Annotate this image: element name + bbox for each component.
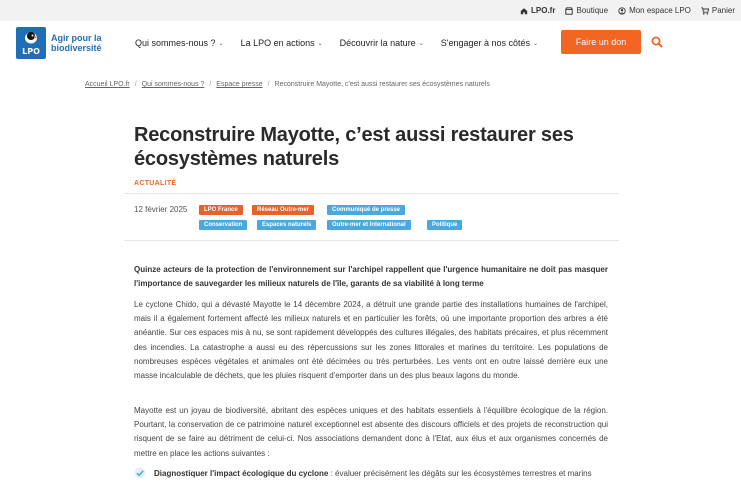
chevron-down-icon: ⌄	[317, 40, 323, 47]
breadcrumb-link-espace-presse[interactable]: Espace presse	[216, 81, 263, 88]
user-icon	[618, 7, 626, 15]
topbar-link-label: Boutique	[576, 6, 609, 15]
nav-item-decouvrir-nature[interactable]	[340, 38, 424, 48]
breadcrumb-current: Reconstruire Mayotte, c'est aussi restaurer ses écosystèmes naturels	[274, 81, 490, 88]
article-paragraph: Le cyclone Chido, qui a dévasté Mayotte le 14 décembre 2024, a détruit une grande partie des installations humaines de l'archipel, mais il a également fortement affecté les milieux naturels et en particulier les forêts, où une importante proportion des arbres a été anéantie. Sur ces espaces mis à nu, se sont rapidement développés des cultures illégales, des habitats précaires, et plus récemment des incendies. La catastrophe a aussi eu des répercussions sur les zones littorales et marines du territoire. Les populations de nombreuses espèces végétales et animales ont été décimées ou très perturbées. Les vents ont en outre laissé derrière eux une masse incalculable de déchets, que les pluies risquent d'emporter dans un des plus beaux lagons du monde.	[134, 300, 608, 381]
tag-espaces-naturels[interactable]: Espaces naturels	[257, 220, 316, 230]
nav-item-label: Qui sommes-nous ?	[135, 38, 216, 48]
breadcrumb-separator: /	[209, 81, 212, 88]
list-item-rest: : évaluer précisément les dégâts sur les écosystèmes terrestres et marins	[328, 469, 592, 478]
chevron-down-icon: ⌄	[418, 40, 424, 47]
list-item-text	[154, 467, 592, 481]
topbar-link-cart[interactable]	[701, 6, 735, 15]
main-nav	[135, 38, 555, 48]
chevron-down-icon: ⌄	[218, 40, 224, 47]
topbar-link-boutique[interactable]	[565, 6, 608, 15]
nav-item-qui-sommes-nous[interactable]	[135, 38, 224, 48]
tag-reseau-outre-mer[interactable]: Réseau Outre-mer	[252, 205, 314, 215]
main-header	[0, 21, 741, 65]
cart-icon	[701, 7, 709, 15]
utility-bar	[0, 0, 741, 21]
article-title: Reconstruire Mayotte, c’est aussi restaurer ses écosystèmes naturels	[134, 124, 574, 170]
tag-communique-presse[interactable]: Communiqué de presse	[327, 205, 405, 215]
divider	[124, 240, 619, 241]
tag-politique[interactable]: Politique	[427, 220, 462, 230]
lpo-logo[interactable]	[16, 27, 46, 59]
breadcrumb-link-home[interactable]: Accueil LPO.fr	[85, 81, 130, 88]
divider	[124, 193, 619, 194]
donate-button[interactable]: Faire un don	[561, 30, 641, 54]
breadcrumb-separator: /	[267, 81, 270, 88]
nav-item-label: Découvrir la nature	[339, 38, 416, 48]
shop-icon	[565, 7, 573, 15]
chevron-down-icon: ⌄	[533, 40, 539, 47]
logo-text: LPO	[22, 47, 40, 56]
article-category[interactable]: ACTUALITÉ	[134, 180, 177, 187]
breadcrumb-link-qui-sommes-nous[interactable]: Qui sommes-nous ?	[141, 81, 205, 88]
tag-lpo-france[interactable]: LPO France	[199, 205, 243, 215]
article-paragraph: Mayotte est un joyau de biodiversité, abritant des espèces uniques et des habitats essentiels à l'équilibre écologique de la région. Pourtant, la conservation de ce patrimoine naturel exceptionnel est absente des discours officiels et des projets de reconstruction qui risquent de se faire au détriment de celui-ci. Nos associations demandent donc à l'Etat, aux élus et aux organismes concernés de mettre en place les actions suivantes :	[134, 406, 608, 458]
list-item	[134, 467, 608, 481]
list-item-bold: Diagnostiquer l'impact écologique du cyclone	[154, 469, 329, 478]
search-icon[interactable]	[651, 36, 663, 48]
topbar-link-lpo[interactable]	[520, 6, 555, 15]
topbar-link-label: Panier	[711, 6, 735, 15]
home-icon	[520, 7, 528, 15]
nav-item-sengager[interactable]	[441, 38, 538, 48]
puffin-logo-icon	[23, 30, 39, 44]
nav-item-label: S'engager à nos côtés	[440, 38, 531, 48]
topbar-link-label: Mon espace LPO	[629, 6, 691, 15]
nav-item-lpo-en-actions[interactable]	[241, 38, 323, 48]
checkmark-icon	[134, 467, 146, 479]
tag-conservation[interactable]: Conservation	[199, 220, 247, 230]
article-date: 12 février 2025	[134, 205, 188, 214]
topbar-link-account[interactable]	[618, 6, 691, 15]
nav-item-label: La LPO en actions	[240, 38, 315, 48]
topbar-link-label: LPO.fr	[531, 6, 556, 15]
article-lead: Quinze acteurs de la protection de l'environnement sur l'archipel rappellent que l'urgence humanitaire ne doit pas masquer l'importance de sauvegarder les milieux naturels de l'île, garants de sa viabilité à long terme	[134, 265, 608, 288]
logo-tagline[interactable]: Agir pour la biodiversité	[51, 33, 102, 53]
tag-outre-mer-international[interactable]: Outre-mer et International	[327, 220, 411, 230]
breadcrumb-separator: /	[134, 81, 137, 88]
breadcrumb	[85, 81, 490, 88]
